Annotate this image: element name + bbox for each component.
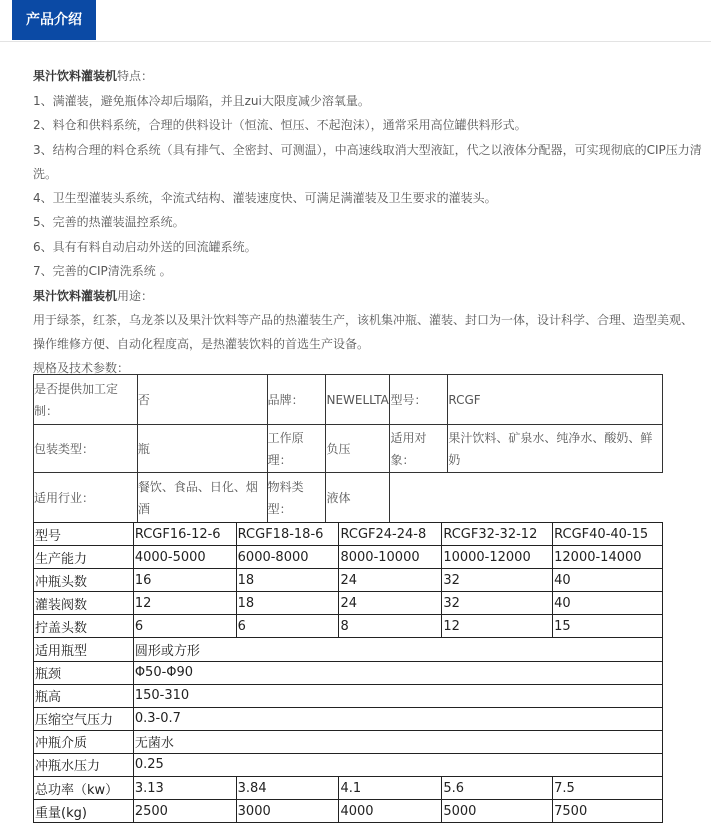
cell: 3.84 xyxy=(236,777,339,800)
cell: 12 xyxy=(133,592,236,615)
cell: 16 xyxy=(133,569,236,592)
cell: 32 xyxy=(442,569,553,592)
header-cell: RCGF32-32-12 xyxy=(442,523,553,546)
cell: 物料类型： xyxy=(267,473,326,523)
header-cell: RCGF24-24-8 xyxy=(339,523,442,546)
row-label: 瓶颈 xyxy=(34,661,134,684)
table-row xyxy=(34,615,663,638)
cell: 圆形或方形 xyxy=(133,638,662,661)
table-row xyxy=(34,777,663,800)
cell: 8000-10000 xyxy=(339,546,442,569)
cell: 3000 xyxy=(236,800,339,823)
feature-item: 7、完善的CIP清洗系统 。 xyxy=(33,264,172,278)
basic-info-table xyxy=(33,374,663,523)
row-label: 总功率（kw） xyxy=(34,777,134,800)
spec-title: 规格及技术参数： xyxy=(33,361,130,375)
cell: 2500 xyxy=(133,800,236,823)
cell: 7500 xyxy=(553,800,663,823)
cell: 4000-5000 xyxy=(133,546,236,569)
tab-product-intro[interactable]: 产品介绍 xyxy=(12,0,96,40)
features-heading: 果汁饮料灌装机特点： xyxy=(33,69,154,83)
cell: 32 xyxy=(442,592,553,615)
cell: NEWELLTA xyxy=(326,375,390,425)
model-spec-table xyxy=(33,522,663,823)
cell: 餐饮、食品、日化、烟酒 xyxy=(137,473,267,523)
cell: 40 xyxy=(553,592,663,615)
feature-item: 4、卫生型灌装头系统，伞流式结构、灌装速度快、可满足满灌装及卫生要求的灌装头。 xyxy=(33,190,497,205)
header-cell: 型号 xyxy=(34,523,134,546)
row-label: 拧盖头数 xyxy=(34,615,134,638)
cell: 适用对象： xyxy=(390,425,448,473)
feature-item: 6、具有有料自动启动外送的回流罐系统。 xyxy=(33,239,257,254)
cell: 无菌水 xyxy=(133,730,662,753)
table-row xyxy=(34,569,663,592)
row-label: 冲瓶水压力 xyxy=(34,753,134,776)
row-label: 瓶高 xyxy=(34,684,134,707)
cell: 5.6 xyxy=(442,777,553,800)
cell: 4000 xyxy=(339,800,442,823)
cell: 型号： xyxy=(390,375,448,425)
usage-heading: 果汁饮料灌装机用途： xyxy=(33,288,154,303)
cell: 18 xyxy=(236,592,339,615)
table-row xyxy=(34,661,663,684)
cell: 6 xyxy=(133,615,236,638)
table-row xyxy=(34,753,663,776)
cell: 15 xyxy=(553,615,663,638)
cell: 12 xyxy=(442,615,553,638)
cell: RCGF xyxy=(448,375,663,425)
cell: 是否提供加工定制： xyxy=(34,375,138,425)
cell: 液体 xyxy=(326,473,390,523)
row-label: 重量(kg) xyxy=(34,800,134,823)
empty-cell xyxy=(390,473,663,523)
cell: 40 xyxy=(553,569,663,592)
cell: 10000-12000 xyxy=(442,546,553,569)
cell: 5000 xyxy=(442,800,553,823)
row-label: 冲瓶介质 xyxy=(34,730,134,753)
header-cell: RCGF18-18-6 xyxy=(236,523,339,546)
feature-item: 1、满灌装，避免瓶体冷却后塌陷，并且zui大限度减少溶氧量。 xyxy=(33,93,370,108)
cell: Φ50-Φ90 xyxy=(133,661,662,684)
table-row xyxy=(34,800,663,823)
cell: 24 xyxy=(339,569,442,592)
row-label: 冲瓶头数 xyxy=(34,569,134,592)
cell: 0.3-0.7 xyxy=(133,707,662,730)
feature-item: 3、结构合理的料仓系统（具有排气、全密封、可测温），中高速线取消大型液缸，代之以液体分配器，可实现彻底的CIP压力清洗。 xyxy=(33,142,702,181)
row-label: 适用瓶型 xyxy=(34,638,134,661)
features-product-name: 果汁饮料灌装机 xyxy=(33,69,118,83)
header-cell: RCGF40-40-15 xyxy=(553,523,663,546)
cell: 包装类型： xyxy=(34,425,138,473)
table-row xyxy=(34,638,663,661)
cell: 150-310 xyxy=(133,684,662,707)
cell: 否 xyxy=(137,375,267,425)
table-row xyxy=(34,684,663,707)
cell: 24 xyxy=(339,592,442,615)
row-label: 压缩空气压力 xyxy=(34,707,134,730)
cell: 果汁饮料、矿泉水、纯净水、酸奶、鲜奶 xyxy=(448,425,663,473)
cell: 3.13 xyxy=(133,777,236,800)
table-row xyxy=(34,730,663,753)
table-row xyxy=(34,546,663,569)
product-description xyxy=(33,64,703,381)
cell: 负压 xyxy=(326,425,390,473)
usage-text: 用于绿茶，红茶，乌龙茶以及果汁饮料等产品的热灌装生产，该机集冲瓶、灌装、封口为一体，设计科学、合理、造型美观、操作维修方便、自动化程度高，是热灌装饮料的首选生产设备。 xyxy=(33,313,694,351)
row-label: 灌装阀数 xyxy=(34,592,134,615)
cell: 6 xyxy=(236,615,339,638)
cell: 6000-8000 xyxy=(236,546,339,569)
feature-item: 2、料仓和供料系统，合理的供料设计（恒流、恒压、不起泡沫），通常采用高位罐供料形式。 xyxy=(33,118,527,132)
section-header xyxy=(0,0,711,42)
cell: 品牌： xyxy=(267,375,326,425)
cell: 0.25 xyxy=(133,753,662,776)
usage-product-name: 果汁饮料灌装机 xyxy=(33,288,118,303)
cell: 8 xyxy=(339,615,442,638)
row-label: 生产能力 xyxy=(34,546,134,569)
feature-item: 5、完善的热灌装温控系统。 xyxy=(33,215,185,229)
cell: 工作原理： xyxy=(267,425,326,473)
header-cell: RCGF16-12-6 xyxy=(133,523,236,546)
cell: 18 xyxy=(236,569,339,592)
cell: 12000-14000 xyxy=(553,546,663,569)
cell: 7.5 xyxy=(553,777,663,800)
table-row xyxy=(34,707,663,730)
cell: 瓶 xyxy=(137,425,267,473)
cell: 4.1 xyxy=(339,777,442,800)
cell: 适用行业： xyxy=(34,473,138,523)
table-header-row xyxy=(34,523,663,546)
table-row xyxy=(34,592,663,615)
